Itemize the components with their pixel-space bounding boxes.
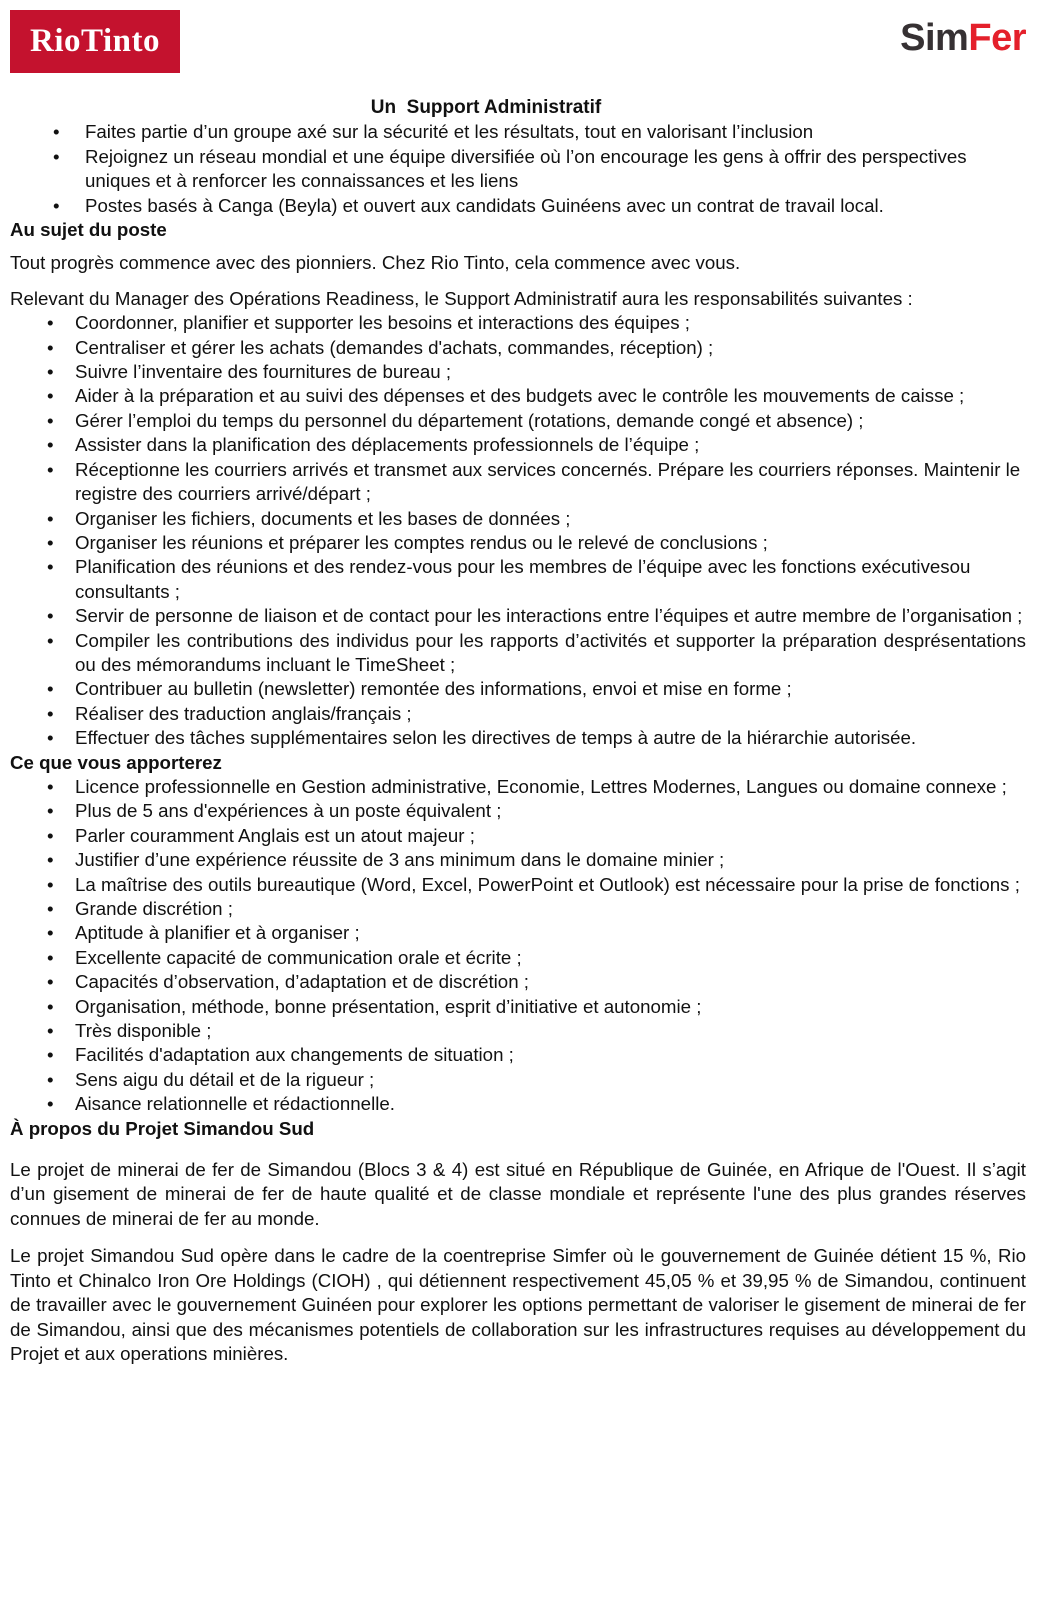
list-item xyxy=(10,726,1026,750)
bullet-text: Parler couramment Anglais est un atout majeur ; xyxy=(75,824,475,846)
bullet-icon: • xyxy=(53,194,60,216)
bullet-text: Organiser les réunions et préparer les comptes rendus ou le relevé de conclusions ; xyxy=(75,531,768,553)
bullet-text: Servir de personne de liaison et de contact pour les interactions entre l’équipes et autre membre de l’organisation ; xyxy=(75,605,1023,627)
bullet-icon: • xyxy=(47,873,54,895)
list-item xyxy=(10,120,1026,144)
bullet-text: Organisation, méthode, bonne présentation, esprit d’initiative et autonomie ; xyxy=(75,995,702,1017)
bullet-text: Compiler les contributions des individus pour les rapports d’activités et supporter la préparation desprésentations ou des mémorandums incluant le TimeSheet ; xyxy=(75,629,1026,675)
list-item xyxy=(10,1043,1026,1067)
list-item xyxy=(10,677,1026,701)
list-item xyxy=(10,921,1026,945)
section-about-project xyxy=(10,1117,1026,1367)
bullet-icon: • xyxy=(47,458,54,480)
list-item xyxy=(10,848,1026,872)
bullet-text: Suivre l’inventaire des fournitures de bureau ; xyxy=(75,361,452,383)
bullet-icon: • xyxy=(47,531,54,553)
bullet-icon: • xyxy=(47,629,54,651)
list-item xyxy=(10,995,1026,1019)
bullet-text: Justifier d’une expérience réussite de 3 ans minimum dans le domaine minier ; xyxy=(75,849,725,871)
list-item xyxy=(10,799,1026,823)
bullet-text: Aptitude à planifier et à organiser ; xyxy=(75,922,360,944)
bullet-icon: • xyxy=(47,361,54,383)
bullet-icon: • xyxy=(47,849,54,871)
bullet-icon: • xyxy=(47,946,54,968)
bullet-text: Réceptionne les courriers arrivés et transmet aux services concernés. Prépare les courriers réponses. Maintenir le registre des courriers arrivé/départ ; xyxy=(75,458,1021,505)
simfer-logo xyxy=(900,18,1026,58)
bullet-text: Aisance relationnelle et rédactionnelle. xyxy=(75,1093,395,1115)
simfer-logo-text-dark: Sim xyxy=(900,17,969,59)
bullet-icon: • xyxy=(47,385,54,407)
bullet-icon: • xyxy=(47,800,54,822)
list-item xyxy=(10,555,1026,604)
bullet-text: Grande discrétion ; xyxy=(75,898,233,919)
bullet-text: Assister dans la planification des déplacements professionnels de l’équipe ; xyxy=(75,434,700,456)
list-item xyxy=(10,702,1026,726)
bullet-text: Effectuer des tâches supplémentaires selon les directives de temps à autre de la hiérarchie autorisée. xyxy=(75,727,917,749)
rio-tinto-logo xyxy=(10,10,180,73)
bullet-text: Licence professionnelle en Gestion administrative, Economie, Lettres Modernes, Langues ou domaine connexe ; xyxy=(75,775,1007,797)
bullet-icon: • xyxy=(47,971,54,993)
bullet-icon: • xyxy=(47,605,54,627)
list-item xyxy=(10,145,1026,194)
bullet-text: Rejoignez un réseau mondial et une équipe diversifiée où l’on encourage les gens à offrir des perspectives uniques et à renforcer les connaissances et les liens xyxy=(85,145,967,192)
list-item xyxy=(10,409,1026,433)
list-item xyxy=(10,775,1026,799)
bullet-text: La maîtrise des outils bureautique (Word, Excel, PowerPoint et Outlook) est nécessaire pour la prise de fonctions ; xyxy=(75,873,1020,895)
bullet-icon: • xyxy=(47,995,54,1017)
bullet-icon: • xyxy=(47,1068,54,1090)
section-heading-what-you-bring: Ce que vous apporterez xyxy=(10,751,222,773)
list-item xyxy=(10,824,1026,848)
section-heading-about-project: À propos du Projet Simandou Sud xyxy=(10,1117,315,1139)
bullet-icon: • xyxy=(53,121,60,143)
list-item xyxy=(10,1068,1026,1092)
intro-bullet-list xyxy=(10,120,1026,218)
qualifications-list xyxy=(10,775,1026,1117)
bullet-icon: • xyxy=(47,775,54,797)
bullet-text: Plus de 5 ans d'expériences à un poste équivalent ; xyxy=(75,800,502,822)
bullet-icon: • xyxy=(47,1020,54,1042)
bullet-icon: • xyxy=(47,556,54,578)
bullet-icon: • xyxy=(47,312,54,334)
bullet-icon: • xyxy=(47,727,54,749)
list-item xyxy=(10,311,1026,335)
paragraph-pioneers: Tout progrès commence avec des pionniers. Chez Rio Tinto, cela commence avec vous. xyxy=(10,252,741,274)
list-item xyxy=(10,1092,1026,1116)
bullet-icon: • xyxy=(47,702,54,724)
bullet-text: Gérer l’emploi du temps du personnel du département (rotations, demande congé et absence) ; xyxy=(75,409,864,431)
list-item xyxy=(10,531,1026,555)
rio-tinto-logo-text: RioTinto xyxy=(30,23,160,60)
bullet-text: Excellente capacité de communication orale et écrite ; xyxy=(75,946,522,968)
list-item xyxy=(10,946,1026,970)
bullet-icon: • xyxy=(47,507,54,529)
bullet-icon: • xyxy=(47,1093,54,1115)
bullet-icon: • xyxy=(47,922,54,944)
bullet-icon: • xyxy=(53,145,60,167)
section-about-role xyxy=(10,218,1026,751)
bullet-text: Coordonner, planifier et supporter les besoins et interactions des équipes ; xyxy=(75,312,690,334)
list-item xyxy=(10,458,1026,507)
bullet-text: Organiser les fichiers, documents et les bases de données ; xyxy=(75,507,571,529)
bullet-text: Très disponible ; xyxy=(75,1020,212,1042)
section-what-you-bring xyxy=(10,751,1026,1117)
section-heading-about-role: Au sujet du poste xyxy=(10,219,167,241)
bullet-icon: • xyxy=(47,434,54,456)
paragraph-project-ownership: Le projet Simandou Sud opère dans le cadre de la coentreprise Simfer où le gouvernement de Guinée détient 15 %, Rio Tinto et Chinalco Iron Ore Holdings (CIOH) , qui détiennent respectivement 45,05 % et 39,95 % de Simandou, continuent de travailler avec le gouvernement Guinéen pour explorer les options permettant de valoriser le gisement de minerai de fer de Simandou, ainsi que des mécanismes potentiels de collaboration sur les infrastructures requises au développement du Projet et aux operations minières. xyxy=(10,1245,1026,1364)
paragraph-project-location: Le projet de minerai de fer de Simandou (Blocs 3 & 4) est situé en République de Guinée, en Afrique de l'Ouest. Il s’agit d’un gisement de minerai de fer de haute qualité et de classe mondiale et représente l'une des plus grandes réserves connues de minerai de fer au monde. xyxy=(10,1159,1026,1229)
list-item xyxy=(10,194,1026,218)
list-item xyxy=(10,604,1026,628)
bullet-text: Capacités d’observation, d’adaptation et de discrétion ; xyxy=(75,971,529,993)
paragraph-reporting-line: Relevant du Manager des Opérations Readiness, le Support Administratif aura les responsabilités suivantes : xyxy=(10,287,913,309)
page-title: Un Support Administratif xyxy=(370,97,602,118)
list-item xyxy=(10,384,1026,408)
list-item xyxy=(10,873,1026,897)
bullet-icon: • xyxy=(47,824,54,846)
bullet-text: Planification des réunions et des rendez-vous pour les membres de l’équipe avec les fonctions exécutivesou consultants ; xyxy=(75,556,971,602)
bullet-icon: • xyxy=(47,898,54,919)
list-item xyxy=(10,433,1026,457)
list-item xyxy=(10,1019,1026,1043)
list-item xyxy=(10,360,1026,384)
bullet-text: Aider à la préparation et au suivi des dépenses et des budgets avec le contrôle les mouvements de caisse ; xyxy=(75,385,965,407)
bullet-icon: • xyxy=(47,409,54,431)
list-item xyxy=(10,507,1026,531)
bullet-text: Contribuer au bulletin (newsletter) remontée des informations, envoi et mise en forme ; xyxy=(75,678,792,700)
responsibilities-list xyxy=(10,311,1026,750)
list-item xyxy=(10,336,1026,360)
bullet-text: Faites partie d’un groupe axé sur la sécurité et les résultats, tout en valorisant l’inclusion xyxy=(85,121,814,143)
bullet-text: Réaliser des traduction anglais/français ; xyxy=(75,702,412,724)
bullet-text: Facilités d'adaptation aux changements de situation ; xyxy=(75,1044,514,1066)
bullet-icon: • xyxy=(47,678,54,700)
list-item xyxy=(10,629,1026,678)
bullet-text: Postes basés à Canga (Beyla) et ouvert aux candidats Guinéens avec un contrat de travail local. xyxy=(85,194,884,216)
list-item xyxy=(10,970,1026,994)
bullet-icon: • xyxy=(47,1044,54,1066)
bullet-text: Sens aigu du détail et de la rigueur ; xyxy=(75,1068,375,1090)
list-item xyxy=(10,897,1026,921)
simfer-logo-text-red: Fer xyxy=(968,17,1026,59)
header xyxy=(10,10,1026,74)
bullet-text: Centraliser et gérer les achats (demandes d'achats, commandes, réception) ; xyxy=(75,336,714,358)
bullet-icon: • xyxy=(47,336,54,358)
